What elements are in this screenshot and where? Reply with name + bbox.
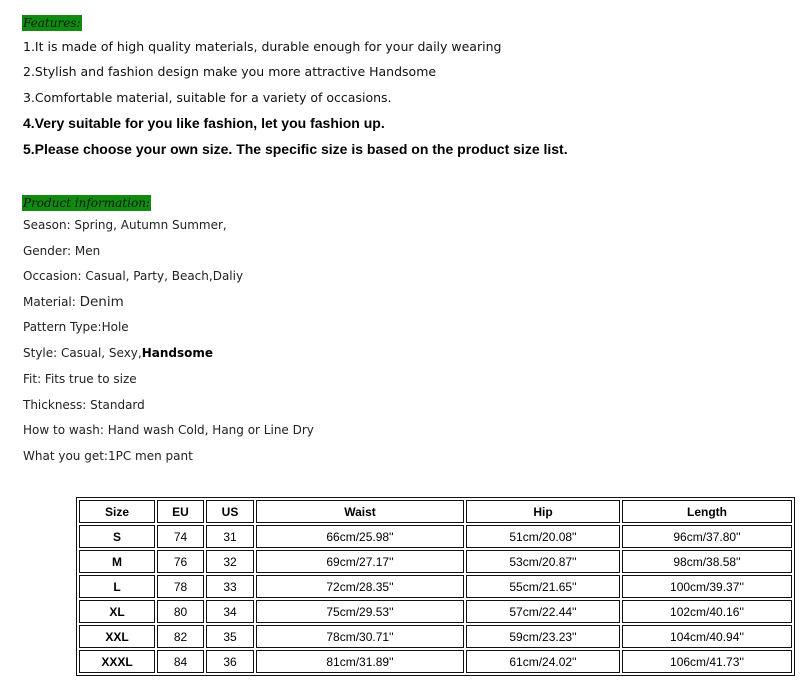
hip-cell: 51cm/20.08'' [466,525,620,548]
waist-cell: 78cm/30.71'' [256,625,464,648]
table-row [79,575,792,598]
waist-cell: 75cm/29.53'' [256,600,464,623]
size-table [76,497,795,676]
hip-cell: 61cm/24.02'' [466,650,620,673]
material-value: Denim [79,294,124,310]
hip-cell: 57cm/22.44'' [466,600,620,623]
length-cell: 102cm/40.16'' [622,600,792,623]
product-info-heading-label: Product information: [23,196,150,210]
eu-cell: 82 [157,625,204,648]
pattern-line [23,320,129,334]
table-row [79,650,792,673]
occasion-line: Occasion: Casual, Party, Beach,Daliy [23,269,244,283]
header-size: Size [79,500,155,523]
pattern-label: Pattern Type: [23,320,102,334]
material-label: Material: [23,295,80,309]
waist-cell: 81cm/31.89'' [256,650,464,673]
length-cell: 106cm/41.73'' [622,650,792,673]
table-row [79,550,792,573]
table-row [79,600,792,623]
feature-item-3: 3.Comfortable material, suitable for a variety of occasions. [23,90,392,105]
size-cell: XL [79,600,155,623]
us-cell: 34 [206,600,254,623]
header-eu: EU [157,500,204,523]
hip-cell: 53cm/20.87'' [466,550,620,573]
size-cell: XXXL [79,650,155,673]
length-cell: 104cm/40.94'' [622,625,792,648]
fit-line: Fit: Fits true to size [23,372,137,386]
features-heading [22,12,82,31]
length-cell: 100cm/39.37'' [622,575,792,598]
what-you-get-line: What you get:1PC men pant [23,449,193,463]
us-cell: 35 [206,625,254,648]
feature-item-5: 5.Please choose your own size. The specific size is based on the product size list. [23,141,568,157]
header-length: Length [622,500,792,523]
table-row [79,625,792,648]
waist-cell: 69cm/27.17'' [256,550,464,573]
length-cell: 98cm/38.58'' [622,550,792,573]
gender-line: Gender: Men [23,244,101,258]
thickness-line: Thickness: Standard [23,398,145,412]
header-waist: Waist [256,500,464,523]
eu-cell: 76 [157,550,204,573]
eu-cell: 80 [157,600,204,623]
header-hip: Hip [466,500,620,523]
style-label: Style: Casual, Sexy, [23,346,142,360]
product-info-heading [22,192,151,211]
size-cell: S [79,525,155,548]
style-value: Handsome [141,346,214,360]
feature-item-4: 4.Very suitable for you like fashion, let you fashion up. [23,115,385,131]
table-row [79,525,792,548]
hip-cell: 55cm/21.65'' [466,575,620,598]
size-cell: M [79,550,155,573]
waist-cell: 72cm/28.35'' [256,575,464,598]
us-cell: 31 [206,525,254,548]
us-cell: 33 [206,575,254,598]
size-cell: L [79,575,155,598]
wash-line: How to wash: Hand wash Cold, Hang or Line Dry [23,423,314,437]
waist-cell: 66cm/25.98'' [256,525,464,548]
hip-cell: 59cm/23.23'' [466,625,620,648]
feature-item-2: 2.Stylish and fashion design make you more attractive Handsome [23,64,437,79]
header-us: US [206,500,254,523]
length-cell: 96cm/37.80'' [622,525,792,548]
feature-item-1: 1.It is made of high quality materials, durable enough for your daily wearing [23,39,502,54]
pattern-value: Hole [101,320,129,334]
us-cell: 32 [206,550,254,573]
season-line: Season: Spring, Autumn Summer, [23,218,227,232]
style-line [23,346,213,360]
eu-cell: 84 [157,650,204,673]
material-line [23,294,124,310]
us-cell: 36 [206,650,254,673]
features-heading-label: Features: [23,16,81,30]
size-cell: XXL [79,625,155,648]
eu-cell: 78 [157,575,204,598]
eu-cell: 74 [157,525,204,548]
size-table-header-row [79,500,792,523]
